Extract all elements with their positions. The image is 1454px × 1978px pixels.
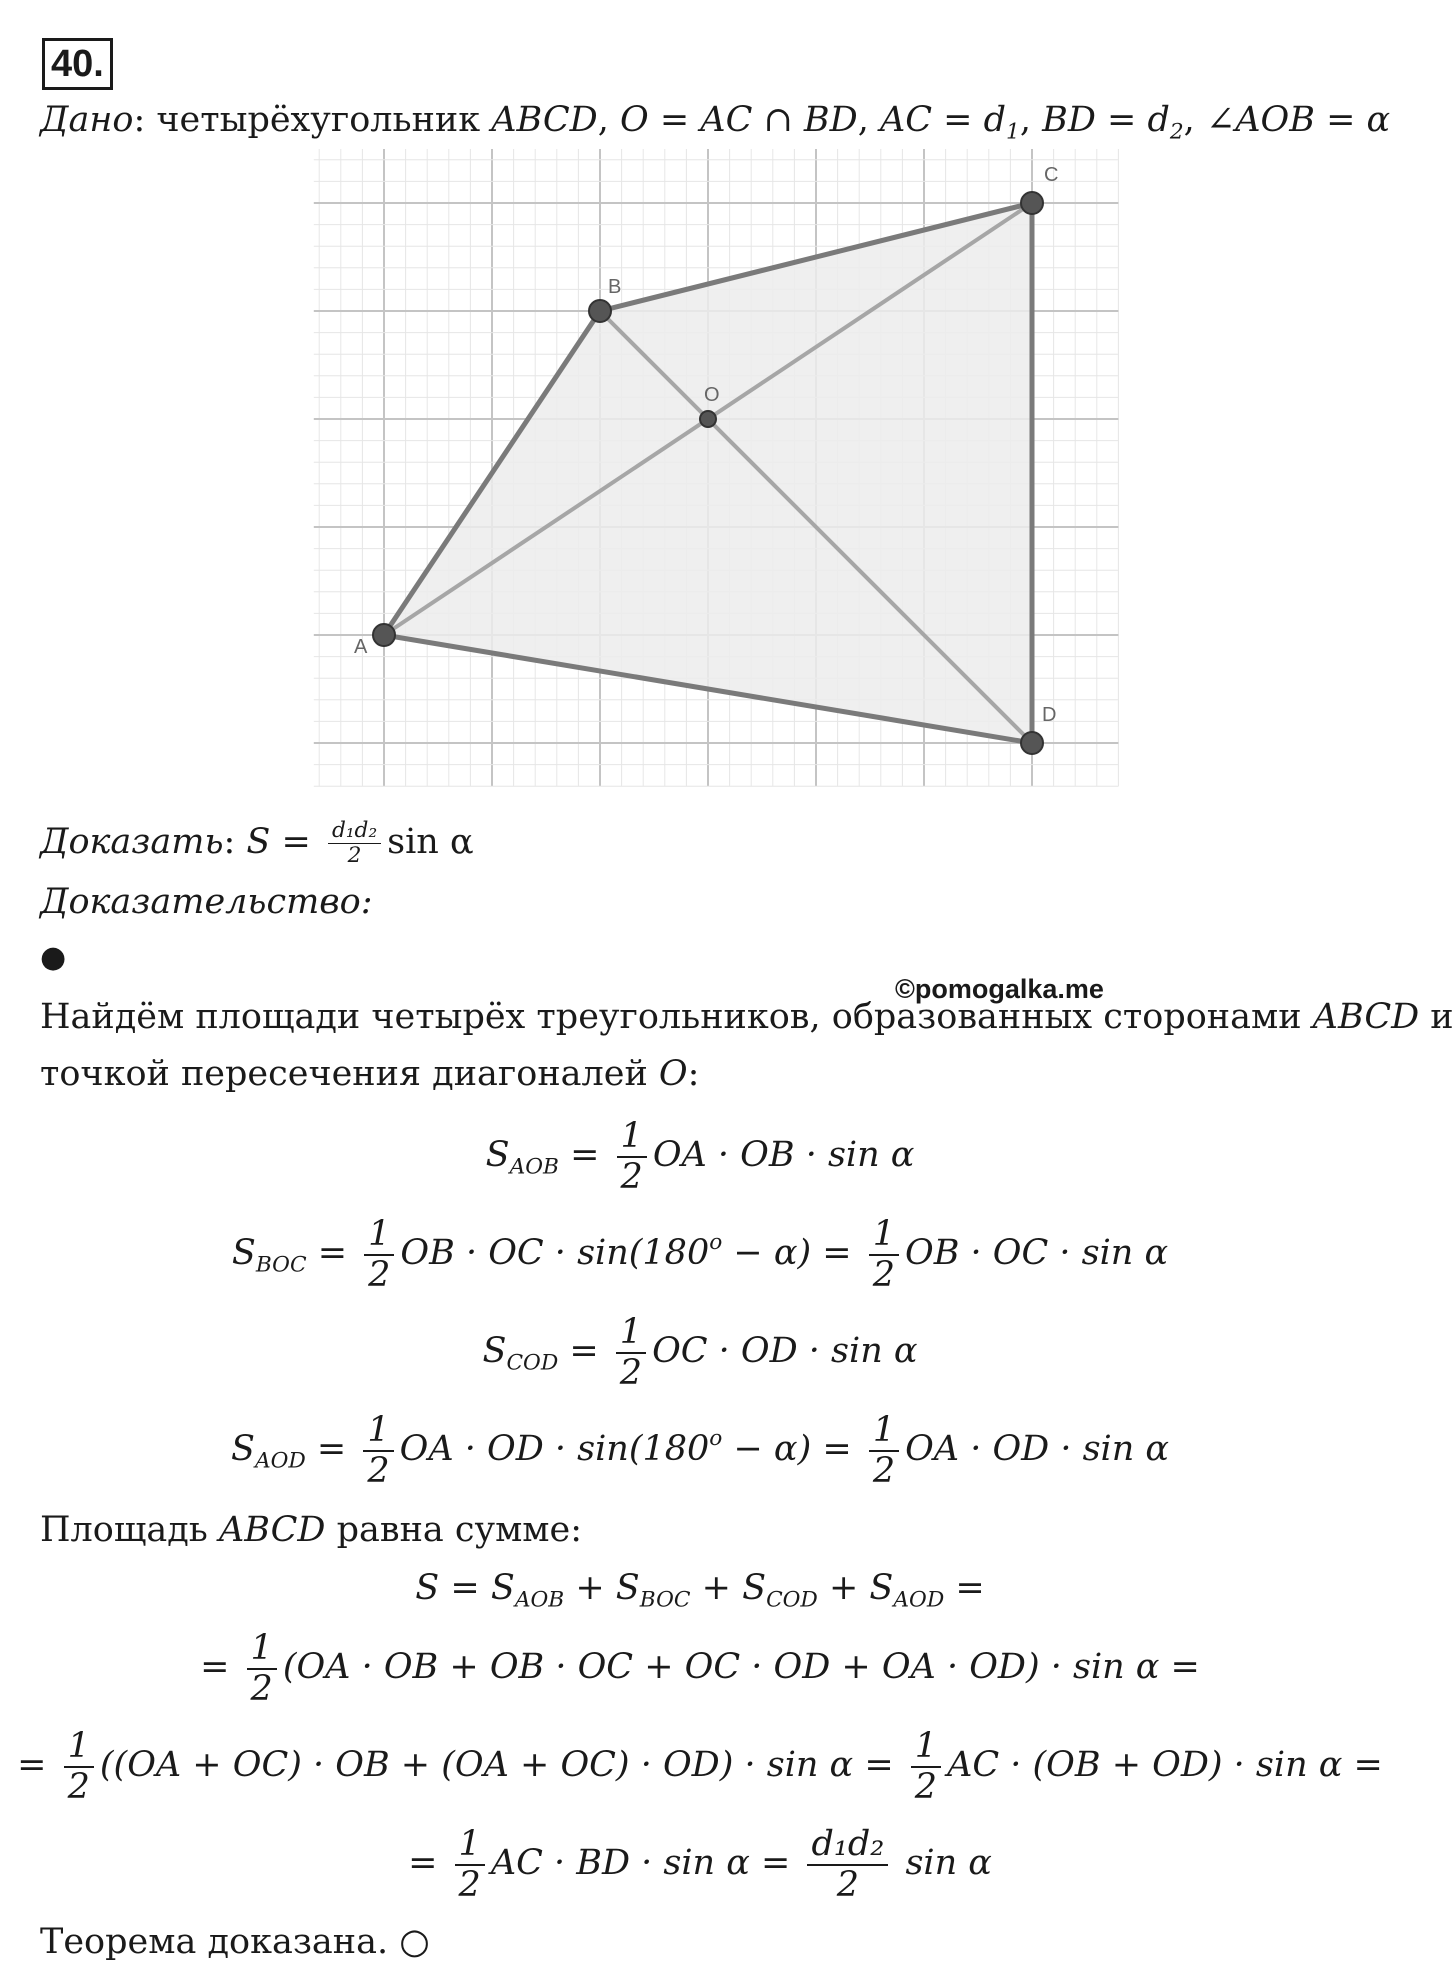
formula-s-boc: $S_{BOC}$ = $\frac{1}{2}$ OB · OC · $\sin(180^o - \alpha)$ = $\frac{1}{2}$ OB · OC · sin α — [231, 1214, 1169, 1295]
formula-s-aob: $S_{AOB}$ = $\frac{1}{2}$ OA · OB · sin α — [485, 1116, 915, 1197]
prove-line: Доказать: S = $\frac{\text{d₁d₂}}{2}$ sin α — [40, 818, 474, 868]
given-label: Дано — [40, 100, 134, 140]
watermark: ©pomogalka.me — [895, 974, 1104, 1004]
prove-label: Доказать — [40, 822, 224, 862]
sum-line-2: = $\frac{1}{2}$ (OA · OB + OB · OC + OC · OD + OA · OD) · sin α = — [200, 1628, 1200, 1709]
sum-line-1: $S = S_{AOB} + S_{BOC} + S_{COD} + S_{AOD}$ = — [415, 1568, 985, 1613]
given-line: Дано: четырёхугольник ABCD, O = AC ∩ BD, AC = $d_1$, BD = $d_2$, ∠AOB = α — [40, 100, 1391, 145]
problem-number: 40. — [42, 38, 113, 90]
point-c — [1021, 192, 1043, 214]
given-quad: ABCD — [491, 100, 598, 140]
given-expr-bd-sub: 2 — [1169, 119, 1184, 145]
point-b — [589, 300, 611, 322]
point-a — [373, 624, 395, 646]
prove-fraction: $\frac{\text{d₁d₂}}{2}$ — [328, 819, 381, 868]
intro-line-2: точкой пересечения диагоналей O: — [40, 1054, 700, 1094]
label-d: D — [1042, 704, 1057, 726]
given-expr-ac: AC = d — [879, 100, 1007, 140]
sum-intro: Площадь ABCD равна сумме: — [40, 1510, 583, 1550]
prove-rhs: sin α — [387, 822, 474, 862]
label-b: B — [608, 276, 622, 298]
formula-s-cod: $S_{COD}$ = $\frac{1}{2}$ OC · OD · sin α — [482, 1312, 918, 1393]
given-expr-intersection: O = AC ∩ BD — [620, 100, 858, 140]
quadrilateral-figure — [318, 148, 1122, 790]
formula-s-aod: $S_{AOD}$ = $\frac{1}{2}$ OA · OD · $\sin(180^o - \alpha)$ = $\frac{1}{2}$ OA · OD · sin α — [230, 1410, 1170, 1491]
proof-label: Доказательство: — [40, 882, 373, 922]
prove-lhs: S = — [246, 822, 322, 862]
given-expr-ac-sub: 1 — [1006, 119, 1020, 145]
sum-line-4: = $\frac{1}{2}$ AC · BD · sin α = $\frac{\text{d₁d₂}}{2}$ sin α — [408, 1824, 992, 1905]
point-d — [1021, 732, 1043, 754]
conclusion: Теорема доказана. ○ — [40, 1922, 430, 1962]
label-c: C — [1044, 164, 1059, 186]
label-o: O — [704, 384, 720, 406]
given-expr-bd: BD = d — [1042, 100, 1170, 140]
given-text: : четырёхугольник — [133, 100, 492, 140]
sum-line-3: = $\frac{1}{2}$ ((OA + OC) · OB + (OA + OC) · OD) · sin α = $\frac{1}{2}$ AC · (OB + OD) · sin α = — [17, 1726, 1383, 1807]
bullet: ● — [40, 940, 67, 975]
intro-line-1: Найдём площади четырёх треугольников, образованных сторонами ABCD и — [40, 997, 1454, 1037]
point-o — [700, 411, 716, 427]
label-a: A — [354, 636, 368, 658]
given-expr-angle: ∠AOB = α — [1205, 100, 1391, 140]
